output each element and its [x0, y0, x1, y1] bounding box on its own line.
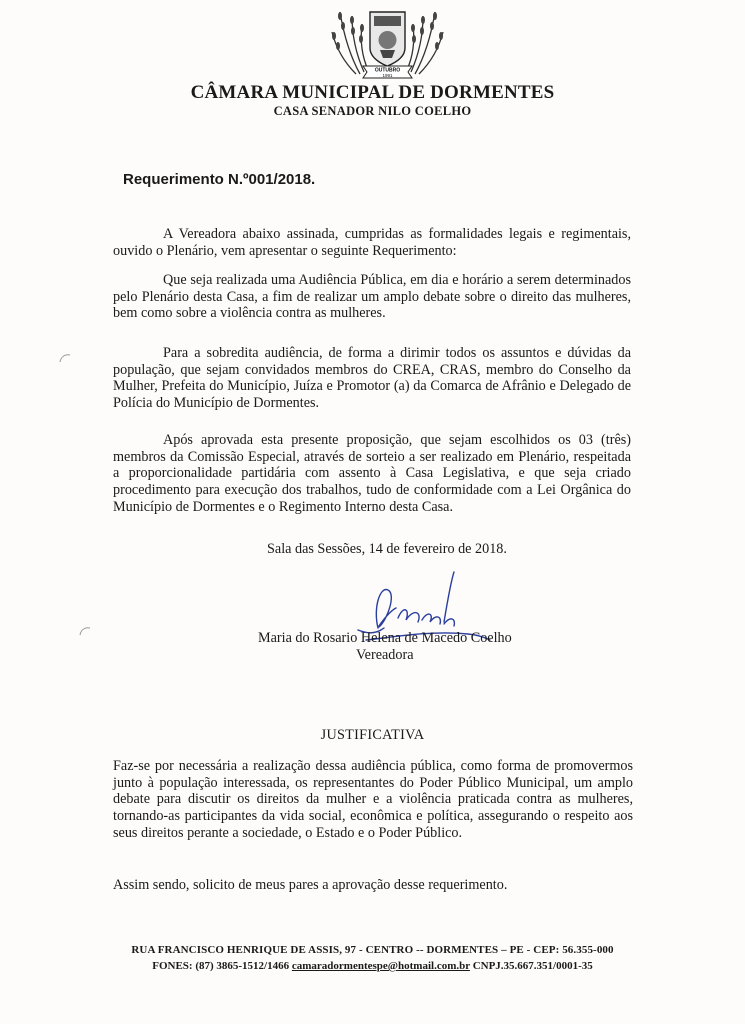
footer-email[interactable]: camaradormentespe@hotmail.com.br: [291, 960, 470, 972]
punch-hole-mark-icon: [58, 352, 72, 364]
punch-hole-mark-icon: [78, 625, 92, 637]
body-paragraph: Após aprovada esta presente proposição, que sejam escolhidos os 03 (três) membros da Comissão Especial, através de sorteio a ser realizado em Plenário, respeitada a proporcionalidade partidária com assento à Casa Legislativa, e que seja criado procedimento para execução dos trabalhos, tudo de conformidade com a Lei Orgânica do Município de Dormentes e o Regimento Interno desta Casa.: [113, 432, 631, 515]
justification-paragraph: Faz-se por necessária a realização dessa audiência pública, como forma de promovermos junto à população interessada, os representantes do Poder Público Municipal, um amplo debate para discutir os direitos da mulher e a violência praticada contra as mulheres, tornando-as participantes da vida social, econômica e política, assegurando o respeito aos seus direitos perante a sociedade, o Estado e o Poder Público.: [113, 758, 633, 841]
org-name: CÂMARA MUNICIPAL DE DORMENTES: [190, 82, 555, 103]
signer-role: Vereadora: [356, 647, 414, 663]
body-paragraph: A Vereadora abaixo assinada, cumpridas as formalidades legais e regimentais, ouvido o Plenário, vem apresentar o seguinte Requerimento:: [113, 226, 631, 259]
closing-line: Assim sendo, solicito de meus pares a aprovação desse requerimento.: [113, 877, 508, 893]
request-title: Requerimento N.º001/2018.: [123, 171, 316, 188]
signer-name: Maria do Rosario Helena de Macedo Coelho: [258, 630, 512, 646]
footer-phones: FONES: (87) 3865-1512/1466: [152, 960, 290, 972]
footer-cnpj: CNPJ.35.667.351/0001-35: [472, 960, 593, 972]
org-subtitle: CASA SENADOR NILO COELHO: [273, 104, 472, 118]
footer-contacts: [0, 960, 745, 972]
svg-text:1991: 1991: [382, 73, 393, 78]
body-paragraph: Para a sobredita audiência, de forma a dirimir todos os assuntos e dúvidas da população, que sejam convidados membros do CREA, CRAS, membro do Conselho da Mulher, Prefeita do Município, Juíza e Promotor (a) da Comarca de Afrânio e Delegado de Polícia do Município de Dormentes.: [113, 345, 631, 412]
session-date-line: Sala das Sessões, 14 de fevereiro de 2018.: [267, 541, 507, 557]
justification-title: JUSTIFICATIVA: [320, 727, 425, 743]
body-paragraph: Que seja realizada uma Audiência Pública, em dia e horário a serem determinados pelo Plenário desta Casa, a fim de realizar um amplo debate sobre o direito das mulheres, bem como sobre a violência contra as mulheres.: [113, 272, 631, 322]
footer-address: RUA FRANCISCO HENRIQUE DE ASSIS, 97 - CENTRO -- DORMENTES – PE - CEP: 56.355-000: [131, 944, 614, 956]
municipal-seal-icon: [330, 6, 445, 80]
svg-text:OUTUBRO: OUTUBRO: [374, 67, 401, 74]
